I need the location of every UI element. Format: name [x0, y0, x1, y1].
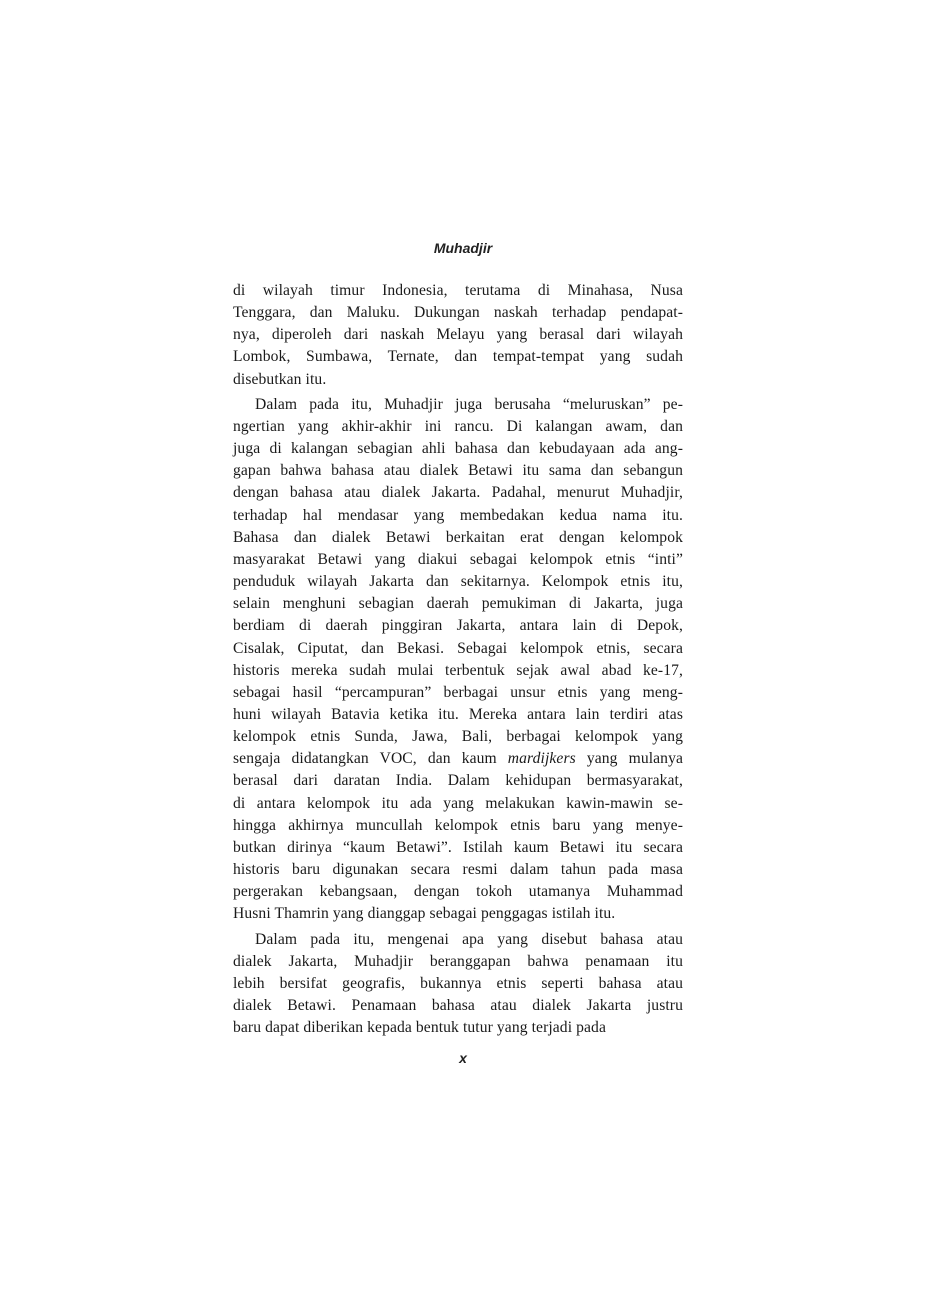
text-line: lebih bersifat geografis, bukannya etnis seperti bahasa atau	[233, 974, 683, 992]
text-line: Cisalak, Ciputat, dan Bekasi. Sebagai kelompok etnis, secara	[233, 639, 683, 657]
text-line: disebutkan itu.	[233, 370, 327, 388]
text-line: dialek Jakarta, Muhadjir beranggapan bahwa penamaan itu	[233, 952, 683, 970]
paragraph-3	[233, 929, 683, 1040]
text-line: penduduk wilayah Jakarta dan sekitarnya. Kelompok etnis itu,	[233, 573, 683, 591]
text-line: di antara kelompok itu ada yang melakukan kawin-mawin se-	[233, 794, 683, 812]
text-line: butkan dirinya “kaum Betawi”. Istilah kaum Betawi itu secara	[233, 838, 683, 856]
page-number: x	[459, 1050, 467, 1066]
text-line: baru dapat diberikan kepada bentuk tutur yang terjadi pada	[233, 1019, 606, 1037]
text-line: masyarakat Betawi yang diakui sebagai kelompok etnis “inti”	[233, 550, 683, 568]
text-line: dengan bahasa atau dialek Jakarta. Padahal, menurut Muhadjir,	[233, 484, 683, 502]
text-line: pergerakan kebangsaan, dengan tokoh utamanya Muhammad	[233, 883, 683, 901]
text-line: Bahasa dan dialek Betawi berkaitan erat dengan kelompok	[233, 528, 683, 546]
text-line: Tenggara, dan Maluku. Dukungan naskah terhadap pendapat-	[233, 304, 683, 322]
text-line: historis baru digunakan secara resmi dalam tahun pada masa	[233, 861, 683, 879]
text-line: Dalam pada itu, Muhadjir juga berusaha “meluruskan” pe-	[255, 395, 683, 413]
text-line: selain menghuni sebagian daerah pemukiman di Jakarta, juga	[233, 595, 683, 613]
text-line: juga di kalangan sebagian ahli bahasa dan kebudayaan ada ang-	[233, 440, 683, 458]
text-line: huni wilayah Batavia ketika itu. Mereka antara lain terdiri atas	[233, 705, 683, 723]
body-text	[233, 280, 683, 1042]
text-line: Dalam pada itu, mengenai apa yang disebut bahasa atau	[255, 930, 683, 948]
text-line: sebagai hasil “percampuran” berbagai unsur etnis yang meng-	[233, 683, 683, 701]
paragraph-1	[233, 280, 683, 391]
text-line: di wilayah timur Indonesia, terutama di Minahasa, Nusa	[233, 282, 683, 299]
text-line: Lombok, Sumbawa, Ternate, dan tempat-tempat yang sudah	[233, 348, 683, 366]
text-line: ngertian yang akhir-akhir ini rancu. Di kalangan awam, dan	[233, 417, 683, 435]
text-line: terhadap hal mendasar yang membedakan kedua nama itu.	[233, 506, 683, 524]
text-line: historis mereka sudah mulai terbentuk sejak awal abad ke-17,	[233, 661, 683, 679]
text-line: nya, diperoleh dari naskah Melayu yang berasal dari wilayah	[233, 326, 683, 344]
text-line: dialek Betawi. Penamaan bahasa atau dialek Jakarta justru	[233, 997, 683, 1014]
text-line: hingga akhirnya muncullah kelompok etnis baru yang menye-	[233, 816, 683, 834]
running-header: Muhadjir	[433, 240, 493, 256]
italic-term: mardijkers	[507, 750, 576, 768]
text-line: berdiam di daerah pinggiran Jakarta, antara lain di Depok,	[233, 617, 683, 635]
text-line: gapan bahwa bahasa atau dialek Betawi itu sama dan sebangun	[233, 462, 683, 480]
paragraph-2	[233, 394, 683, 926]
text-line: sengaja didatangkan VOC, dan kaum mardijkers yang mulanya	[233, 750, 683, 768]
text-line: berasal dari daratan India. Dalam kehidupan bermasyarakat,	[233, 772, 683, 790]
text-line: Husni Thamrin yang dianggap sebagai penggagas istilah itu.	[233, 905, 616, 923]
text-line: kelompok etnis Sunda, Jawa, Bali, berbagai kelompok yang	[233, 728, 683, 746]
